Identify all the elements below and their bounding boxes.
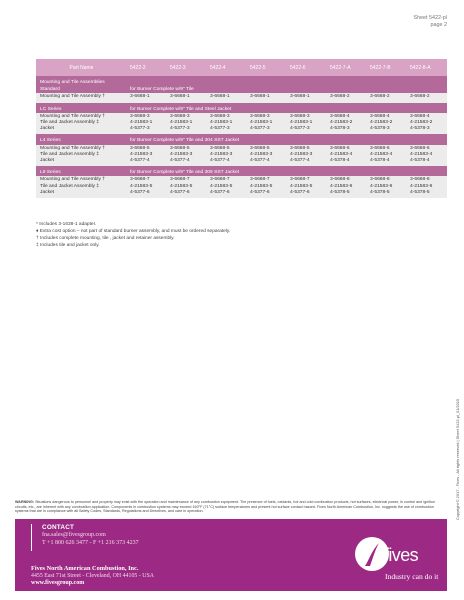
part-number-cell [367,176,407,198]
contact-block [31,524,139,551]
part-number-cell [247,93,287,102]
part-number: 4-21583-6 [370,183,393,189]
part-number: 4-5378-5 [410,189,430,195]
part-number: 4-21583-5 [250,183,273,189]
column-header: 5422-8-A [407,59,447,76]
part-number: 4-21583-6 [410,183,433,189]
column-header: 5422-3 [167,59,207,76]
part-number: 3-6668-2 [330,94,350,100]
sheet-number: Sheet 5422-pl [413,15,447,21]
part-number: 3-6668-7 [210,177,230,183]
part-number-cell [167,93,207,102]
part-number-cell [167,113,207,135]
section-subtitle: for Burner Complete w/9" Tile and 309 SST Jacket [127,169,447,176]
part-number: 4-5378-4 [370,158,390,164]
part-number: 4-21583-3 [210,151,233,157]
part-number: 3-6668-1 [130,94,150,100]
part-number: 3-6668-4 [330,113,350,119]
column-header: 5422-4 [207,59,247,76]
company-name: Fives North American Combustion, Inc. [31,565,139,572]
table-row [36,113,447,135]
part-number: 4-21583-2 [370,120,393,126]
part-number: 4-5377-3 [130,126,150,132]
part-number: 4-21583-2 [410,120,433,126]
part-number: 3-6668-2 [410,94,430,100]
footnote: * Includes 3-1638-1 adapter. [36,222,97,227]
section-heading-row [36,86,447,93]
part-description-cell [36,93,127,102]
part-number: 4-21583-4 [410,151,433,157]
table-body [36,76,447,198]
part-number: 3-6668-8 [410,177,430,183]
part-number: 4-21583-1 [210,120,233,126]
section-title: Standard [36,86,127,93]
part-number-cell [167,145,207,167]
part-number: 4-21583-1 [170,120,193,126]
part-number: 4-5378-5 [370,189,390,195]
part-number: 4-5378-5 [330,189,350,195]
part-number-cell [127,93,167,102]
part-number: 4-5377-4 [130,158,150,164]
part-number: 4-5378-4 [330,158,350,164]
part-number-cell [167,176,207,198]
part-number: 3-6668-7 [250,177,270,183]
part-number: 3-6668-5 [210,145,230,151]
part-number-cell [207,93,247,102]
part-number: 4-5377-4 [170,158,190,164]
part-description-cell [36,176,127,198]
part-number-cell [327,93,367,102]
part-number-cell [407,176,447,198]
logo-wordmark: fives [384,545,419,565]
part-number: 4-21583-5 [290,183,313,189]
part-number-cell [407,93,447,102]
column-header: Part Name [36,59,127,76]
part-number: 4-21583-5 [210,183,233,189]
part-description-cell [36,113,127,135]
part-number: 4-5377-6 [290,189,310,195]
part-number: 3-6668-3 [250,113,270,119]
part-number-cell [367,93,407,102]
column-header: 5422-6 [287,59,327,76]
copyright-notice: Copyright © 2017 - Fives - All rights reserved | Sheet 5422-pl_01/2015 [455,398,460,520]
part-number: 4-5377-6 [210,189,230,195]
part-number-cell [287,176,327,198]
part-number-cell [127,145,167,167]
part-number: 4-21583-6 [330,183,353,189]
part-number: 4-21583-1 [250,120,273,126]
section-subtitle: for Burner Complete w/9" Tile [127,86,447,93]
part-number-cell [407,113,447,135]
part-number: 4-21583-3 [290,151,313,157]
warning-label: WARNING: [15,500,35,504]
part-number: 4-21583-3 [130,151,153,157]
part-number: 3-6668-6 [370,145,390,151]
part-number-cell [287,113,327,135]
part-number: 3-6668-4 [410,113,430,119]
part-description: Jacket [40,158,55,164]
section-heading-row [36,137,447,144]
part-number: 4-21583-1 [130,120,153,126]
part-number-cell [127,113,167,135]
part-number: 3-6668-3 [290,113,310,119]
part-number: 4-5377-4 [210,158,230,164]
part-number-cell [287,93,327,102]
part-number: 4-5377-6 [170,189,190,195]
section-subtitle: for Burner Complete w/9" Tile and Steel Jacket [127,106,447,113]
part-number: 4-5377-6 [130,189,150,195]
column-header: 5422-2 [127,59,167,76]
table-row [36,176,447,198]
part-number: 4-21583-4 [370,151,393,157]
table-header-row [36,59,447,76]
part-description: Mounting and Tile Assembly † [40,145,105,151]
part-number-cell [247,113,287,135]
part-number-cell [287,145,327,167]
part-number: 3-6668-1 [290,94,310,100]
part-number: 3-6668-8 [370,177,390,183]
footnote: ‡ Includes tile and jacket only. [36,242,100,248]
part-number: 3-6668-3 [130,113,150,119]
part-number-cell [247,176,287,198]
part-number: 4-5378-3 [370,126,390,132]
part-description-cell [36,145,127,167]
part-number-cell [207,176,247,198]
part-number: 3-6668-5 [250,145,270,151]
part-number: 3-6668-4 [370,113,390,119]
part-number-cell [327,145,367,167]
warning-text: Situations dangerous to personnel and property may exist with the operation and maintenance of any combustion equipment. The presence of fuels, oxidants, hot and cold combustion products, hot surfaces, electrical power, in control and ignition circuits, etc., are inherent with any combustion application. Components in combustion systems may exceed 160°F (71°C) surface temperatures and present hot surface contact hazard. Fives North American Combustion, Inc. suggests the use of combustion systems that are in compliance with all Safety Codes, Standards, Regulations and Directives, and care in operation. [15,500,435,514]
part-number: 3-6668-8 [330,177,350,183]
part-number: 3-6668-1 [170,94,190,100]
contact-phone: T +1 800 626 3477 - F +1 216 373 4237 [42,540,139,546]
part-description: Mounting and Tile Assembly † [40,94,105,100]
part-number-cell [207,145,247,167]
part-number: 4-21583-1 [290,120,313,126]
contact-email-link[interactable]: fna.sales@fivesgroup.com [42,532,106,538]
section-title: LC Series [36,106,127,113]
footnote: ♦ Extra cost option – not part of standard burner assembly, and must be ordered separately. [36,228,231,234]
part-number: 3-6668-2 [370,94,390,100]
part-number-cell [127,176,167,198]
company-website-link[interactable]: www.fivesgroup.com [31,580,85,587]
part-number: 4-5378-4 [410,158,430,164]
part-description: Jacket [40,189,55,195]
part-number: 3-6668-3 [210,113,230,119]
part-number: 4-5377-3 [250,126,270,132]
part-number-cell [367,113,407,135]
table-intro-row [36,79,447,86]
part-number: 3-6668-6 [330,145,350,151]
part-number: 3-6668-3 [170,113,190,119]
part-number: 4-5377-4 [250,158,270,164]
part-description: Tile and Jacket Assembly ‡ [40,183,100,189]
part-number: 4-21583-4 [330,151,353,157]
part-number-cell [407,145,447,167]
company-address: 4455 East 71st Street - Cleveland, OH 44105 - USA [31,573,155,579]
contact-title: CONTACT [42,524,75,531]
section-title: L4 Series [36,137,127,144]
part-number: 4-5377-3 [290,126,310,132]
part-number: 4-21583-2 [330,120,353,126]
company-block [31,565,154,588]
part-number-cell [367,145,407,167]
section-title: L9 Series [36,169,127,176]
part-number-cell [247,145,287,167]
part-description: Tile and Jacket Assembly ‡ [40,151,100,157]
part-description: Tile and Jacket Assembly ‡ [40,120,100,126]
sheet-reference [413,15,447,28]
part-number: 4-21583-3 [250,151,273,157]
footnotes [36,222,230,250]
column-header: 5422-7-A [327,59,367,76]
part-number: 3-6668-1 [250,94,270,100]
part-number: 3-6668-1 [210,94,230,100]
part-number: 4-21583-3 [170,151,193,157]
section-heading-row [36,106,447,113]
part-number: 3-6668-6 [410,145,430,151]
part-description: Jacket [40,126,55,132]
part-number: 4-5377-6 [250,189,270,195]
part-number: 3-6668-5 [290,145,310,151]
table-row [36,93,447,102]
section-heading-row [36,169,447,176]
part-number: 4-21583-5 [130,183,153,189]
page-number: page 2 [430,21,447,28]
warning-notice [15,500,447,514]
part-description: Mounting and Tile Assembly † [40,113,105,119]
parts-table [36,59,447,198]
footer-band [15,519,447,591]
part-number: 3-6668-5 [130,145,150,151]
column-header: 5422-7-B [367,59,407,76]
part-number: 4-5377-4 [290,158,310,164]
part-number: 3-6668-7 [130,177,150,183]
part-number-cell [207,113,247,135]
section-subtitle: for Burner Complete w/9" Tile and 304 SST Jacket [127,137,447,144]
table-row [36,145,447,167]
part-description: Mounting and Tile Assembly † [40,177,105,183]
part-number: 4-21583-5 [170,183,193,189]
part-number: 3-6668-7 [290,177,310,183]
part-number: 3-6668-5 [170,145,190,151]
part-number: 4-5377-3 [170,126,190,132]
part-number-cell [327,176,367,198]
table-intro: Mounting and Tile Assemblies [36,79,447,86]
logo-tagline: Industry can do it [385,572,439,581]
column-header: 5422-5 [247,59,287,76]
footnote: † Includes complete mounting, tile , jacket and retainer assembly. [36,235,175,241]
part-number-cell [327,113,367,135]
part-number: 3-6668-7 [170,177,190,183]
part-number: 4-5377-3 [210,126,230,132]
part-number: 4-5378-3 [410,126,430,132]
part-number: 4-5378-3 [330,126,350,132]
